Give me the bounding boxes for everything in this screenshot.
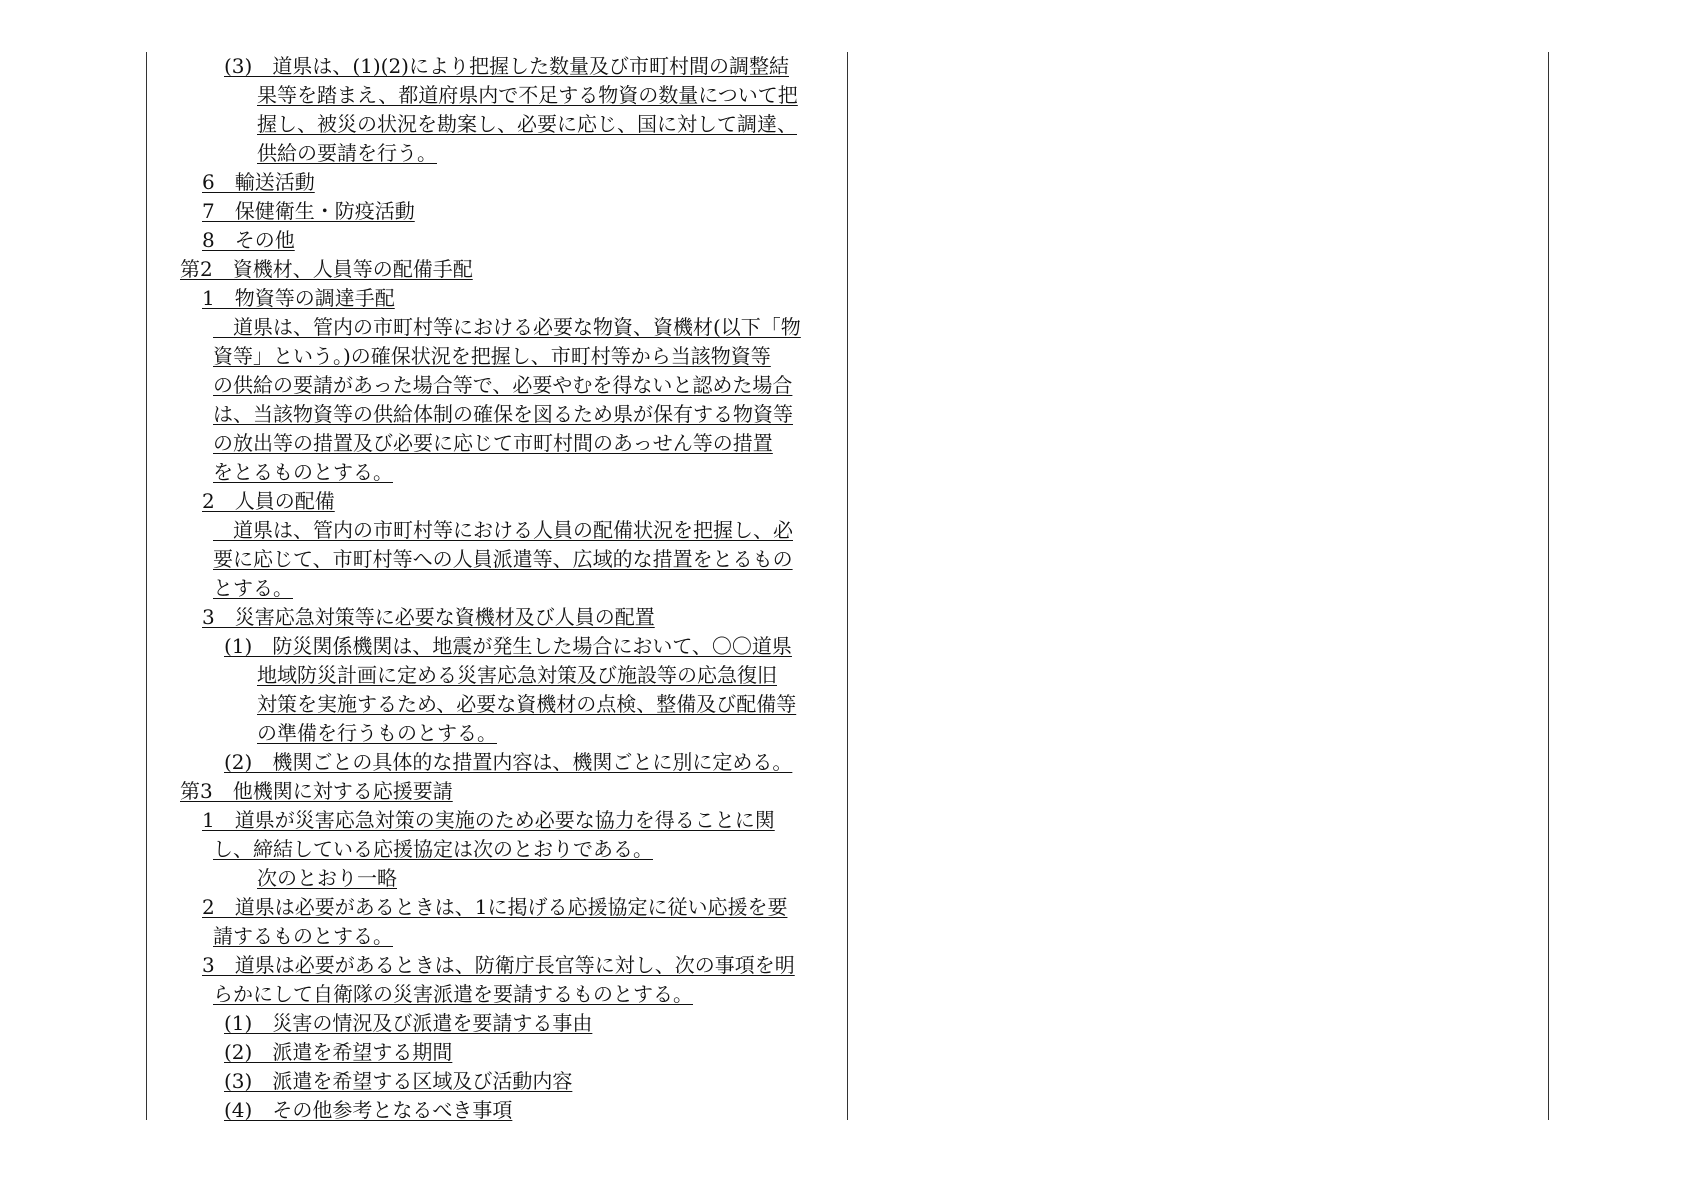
text-line: らかにして自衛隊の災害派遣を要請するものとする。 xyxy=(213,982,693,1006)
text-line: 請するものとする。 xyxy=(213,924,393,948)
text-line: (3) 道県は、(1)(2)により把握した数量及び市町村間の調整結 xyxy=(224,54,789,78)
text-line: の供給の要請があった場合等で、必要やむを得ないと認めた場合 xyxy=(213,373,793,397)
text-line: 3 道県は必要があるときは、防衛庁長官等に対し、次の事項を明 xyxy=(202,953,795,977)
text-line: 握し、被災の状況を勘案し、必要に応じ、国に対して調達、 xyxy=(257,112,797,136)
text-line: 道県は、管内の市町村等における必要な物資、資機材(以下「物 xyxy=(213,315,801,339)
text-line: 1 道県が災害応急対策の実施のため必要な協力を得ることに関 xyxy=(202,808,775,832)
text-line: の放出等の措置及び必要に応じて市町村間のあっせん等の措置 xyxy=(213,431,773,455)
left-border-line xyxy=(146,52,147,1120)
chapter-heading: 第3 他機関に対する応援要請 xyxy=(180,779,453,803)
middle-border-line xyxy=(847,52,848,1120)
text-line: 道県は、管内の市町村等における人員の配備状況を把握し、必 xyxy=(213,518,793,542)
list-item: (1) 災害の情況及び派遣を要請する事由 xyxy=(224,1011,593,1035)
text-line: は、当該物資等の供給体制の確保を図るため県が保有する物資等 xyxy=(213,402,793,426)
text-line: 地域防災計画に定める災害応急対策及び施設等の応急復旧 xyxy=(257,663,777,687)
list-item: (2) 派遣を希望する期間 xyxy=(224,1040,453,1064)
text-line: とする。 xyxy=(213,576,293,600)
text-line: (2) 機関ごとの具体的な措置内容は、機関ごとに別に定める。 xyxy=(224,750,793,774)
text-line: (1) 防災関係機関は、地震が発生した場合において、〇〇道県 xyxy=(224,634,792,658)
text-line: 次のとおり一略 xyxy=(257,866,397,890)
text-line: 資等」という。)の確保状況を把握し、市町村等から当該物資等 xyxy=(213,344,771,368)
list-item: (3) 派遣を希望する区域及び活動内容 xyxy=(224,1069,573,1093)
section-heading: 6 輸送活動 xyxy=(202,170,315,194)
text-line: の準備を行うものとする。 xyxy=(257,721,497,745)
section-heading: 7 保健衛生・防疫活動 xyxy=(202,199,415,223)
right-border-line xyxy=(1548,52,1549,1120)
text-line: 対策を実施するため、必要な資機材の点検、整備及び配備等 xyxy=(257,692,797,716)
chapter-heading: 第2 資機材、人員等の配備手配 xyxy=(180,257,473,281)
section-heading: 3 災害応急対策等に必要な資機材及び人員の配置 xyxy=(202,605,655,629)
text-line: 2 道県は必要があるときは、1に掲げる応援協定に従い応援を要 xyxy=(202,895,788,919)
section-heading: 2 人員の配備 xyxy=(202,489,335,513)
text-line: 供給の要請を行う。 xyxy=(257,141,437,165)
text-line: し、締結している応援協定は次のとおりである。 xyxy=(213,837,653,861)
list-item: (4) その他参考となるべき事項 xyxy=(224,1098,513,1122)
section-heading: 8 その他 xyxy=(202,228,295,252)
text-line: をとるものとする。 xyxy=(213,460,393,484)
text-line: 果等を踏まえ、都道府県内で不足する物資の数量について把 xyxy=(257,83,798,107)
text-line: 要に応じて、市町村等への人員派遣等、広域的な措置をとるもの xyxy=(213,547,793,571)
section-heading: 1 物資等の調達手配 xyxy=(202,286,395,310)
